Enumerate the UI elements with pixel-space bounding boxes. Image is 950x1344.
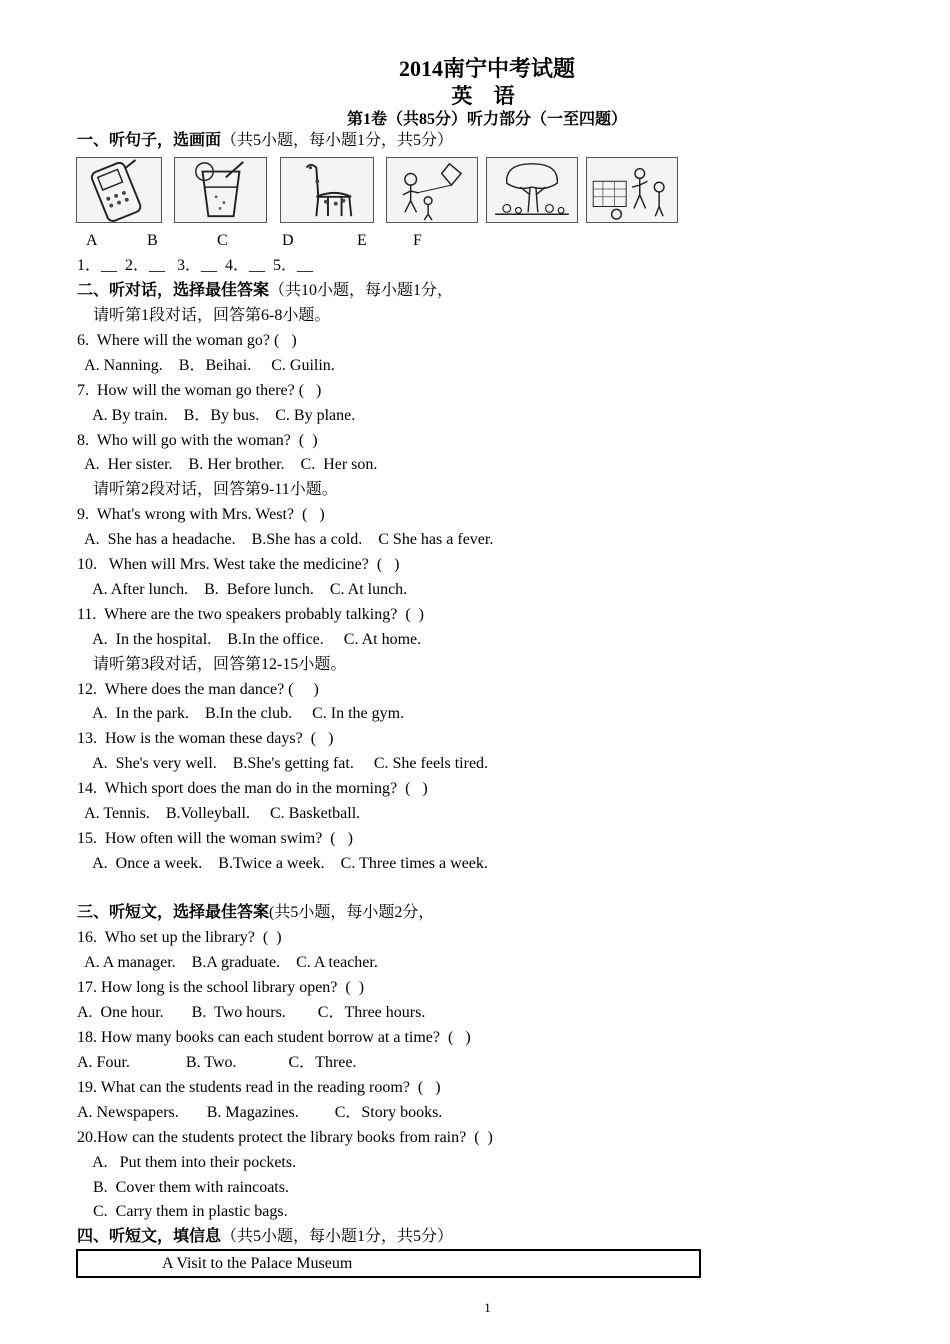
option-line: A. By train. B．By bus. C. By plane.	[77, 407, 356, 424]
giraffe-icon	[280, 157, 374, 223]
part-title: 第1卷（共85分）听力部分（一至四题）	[346, 111, 627, 128]
subject-title: 英 语	[451, 84, 523, 108]
question-line: 11. Where are the two speakers probably talking? ( )	[77, 606, 424, 623]
question-line: 20.How can the students protect the library books from rain? ( )	[77, 1129, 493, 1146]
option-line: A. Once a week. B.Twice a week. C. Three times a week.	[77, 855, 488, 872]
option-line: A. In the park. B.In the club. C. In the gym.	[77, 705, 405, 722]
section2-heading	[77, 281, 453, 301]
exam-title: 2014南宁中考试题	[398, 56, 575, 81]
option-line: A. She's very well. B.She's getting fat. C. She feels tired.	[77, 755, 489, 772]
section3-heading-bold: 三、听短文，选择最佳答案	[77, 904, 270, 921]
section1-heading-bold: 一、听句子，选画面	[77, 132, 222, 149]
question-line: 13. How is the woman these days? ( )	[77, 730, 334, 747]
question-line: 15. How often will the woman swim? ( )	[77, 830, 353, 847]
tree-flowers-icon	[486, 157, 578, 223]
question-line: 9. What's wrong with Mrs. West? ( )	[77, 506, 325, 523]
info-box	[76, 1249, 701, 1278]
kids-playing-icon	[586, 157, 678, 223]
section2-heading-rest: （共10小题，每小题1分，	[269, 282, 454, 299]
option-line: A. Tennis. B.Volleyball. C. Basketball.	[77, 805, 361, 822]
juice-glass-icon	[174, 157, 267, 223]
picture-label: D	[282, 232, 294, 249]
info-box-title: A Visit to the Palace Museum	[162, 1255, 353, 1272]
section1-heading-rest: （共5小题，每小题1分，共5分）	[221, 132, 454, 149]
question-line: 12. Where does the man dance? ( )	[77, 681, 319, 698]
section4-heading-bold: 四、听短文，填信息	[77, 1228, 222, 1245]
question-line: 18. How many books can each student borrow at a time? ( )	[77, 1029, 471, 1046]
option-line: A. In the hospital. B.In the office. C. At home.	[77, 631, 422, 648]
option-line: A. Put them into their pockets.	[77, 1154, 297, 1171]
question-line: 17. How long is the school library open? ( )	[77, 979, 365, 996]
mobile-phone-icon	[76, 157, 162, 223]
question-line: 16. Who set up the library? ( )	[77, 929, 282, 946]
section4-heading-rest: （共5小题，每小题1分，共5分）	[221, 1228, 454, 1245]
option-line: A. One hour. B. Two hours. C．Three hours.	[77, 1004, 426, 1021]
section3-heading-rest: (共5小题，每小题2分，	[269, 904, 435, 921]
page-number: 1	[484, 1300, 491, 1315]
option-line: A. Newspapers. B. Magazines. C．Story books.	[77, 1104, 443, 1121]
instruction-line: 请听第3段对话，回答第12-15小题。	[77, 656, 347, 673]
question-line: 7. How will the woman go there? ( )	[77, 382, 322, 399]
kids-kite-icon	[386, 157, 478, 223]
section4-heading	[77, 1227, 453, 1247]
option-line: A. A manager. B.A graduate. C. A teacher.	[77, 954, 378, 971]
question-line: 19. What can the students read in the reading room? ( )	[77, 1079, 441, 1096]
option-line: A. Four. B. Two. C．Three.	[77, 1054, 357, 1071]
section3-heading	[77, 903, 434, 923]
picture-label: C	[217, 232, 228, 249]
picture-row	[76, 157, 678, 225]
picture-label: E	[357, 232, 367, 249]
question-line: 14. Which sport does the man do in the morning? ( )	[77, 780, 428, 797]
option-line: B. Cover them with raincoats.	[77, 1179, 289, 1196]
option-line: A. Nanning. B．Beihai. C. Guilin.	[77, 357, 335, 374]
question-line: 8. Who will go with the woman? ( )	[77, 432, 318, 449]
option-line: A. After lunch. B. Before lunch. C. At lunch.	[77, 581, 408, 598]
instruction-line: 请听第2段对话，回答第9-11小题。	[77, 481, 338, 498]
picture-label: F	[413, 232, 422, 249]
question-line: 10. When will Mrs. West take the medicine? ( )	[77, 556, 400, 573]
section2-heading-bold: 二、听对话，选择最佳答案	[77, 282, 270, 299]
picture-label: B	[147, 232, 158, 249]
picture-label: A	[86, 232, 98, 249]
question-line: 6. Where will the woman go? ( )	[77, 332, 297, 349]
option-line: A. She has a headache. B.She has a cold. C She has a fever.	[77, 531, 494, 548]
answer-blanks-line: 1．__ 2．__ 3．__ 4．__ 5．__	[77, 257, 314, 274]
option-line: C. Carry them in plastic bags.	[77, 1203, 288, 1220]
question-line: 请听第1段对话，回答第6-8小题。	[77, 307, 331, 324]
section1-heading	[77, 131, 453, 151]
option-line: A. Her sister. B. Her brother. C. Her son.	[77, 456, 378, 473]
